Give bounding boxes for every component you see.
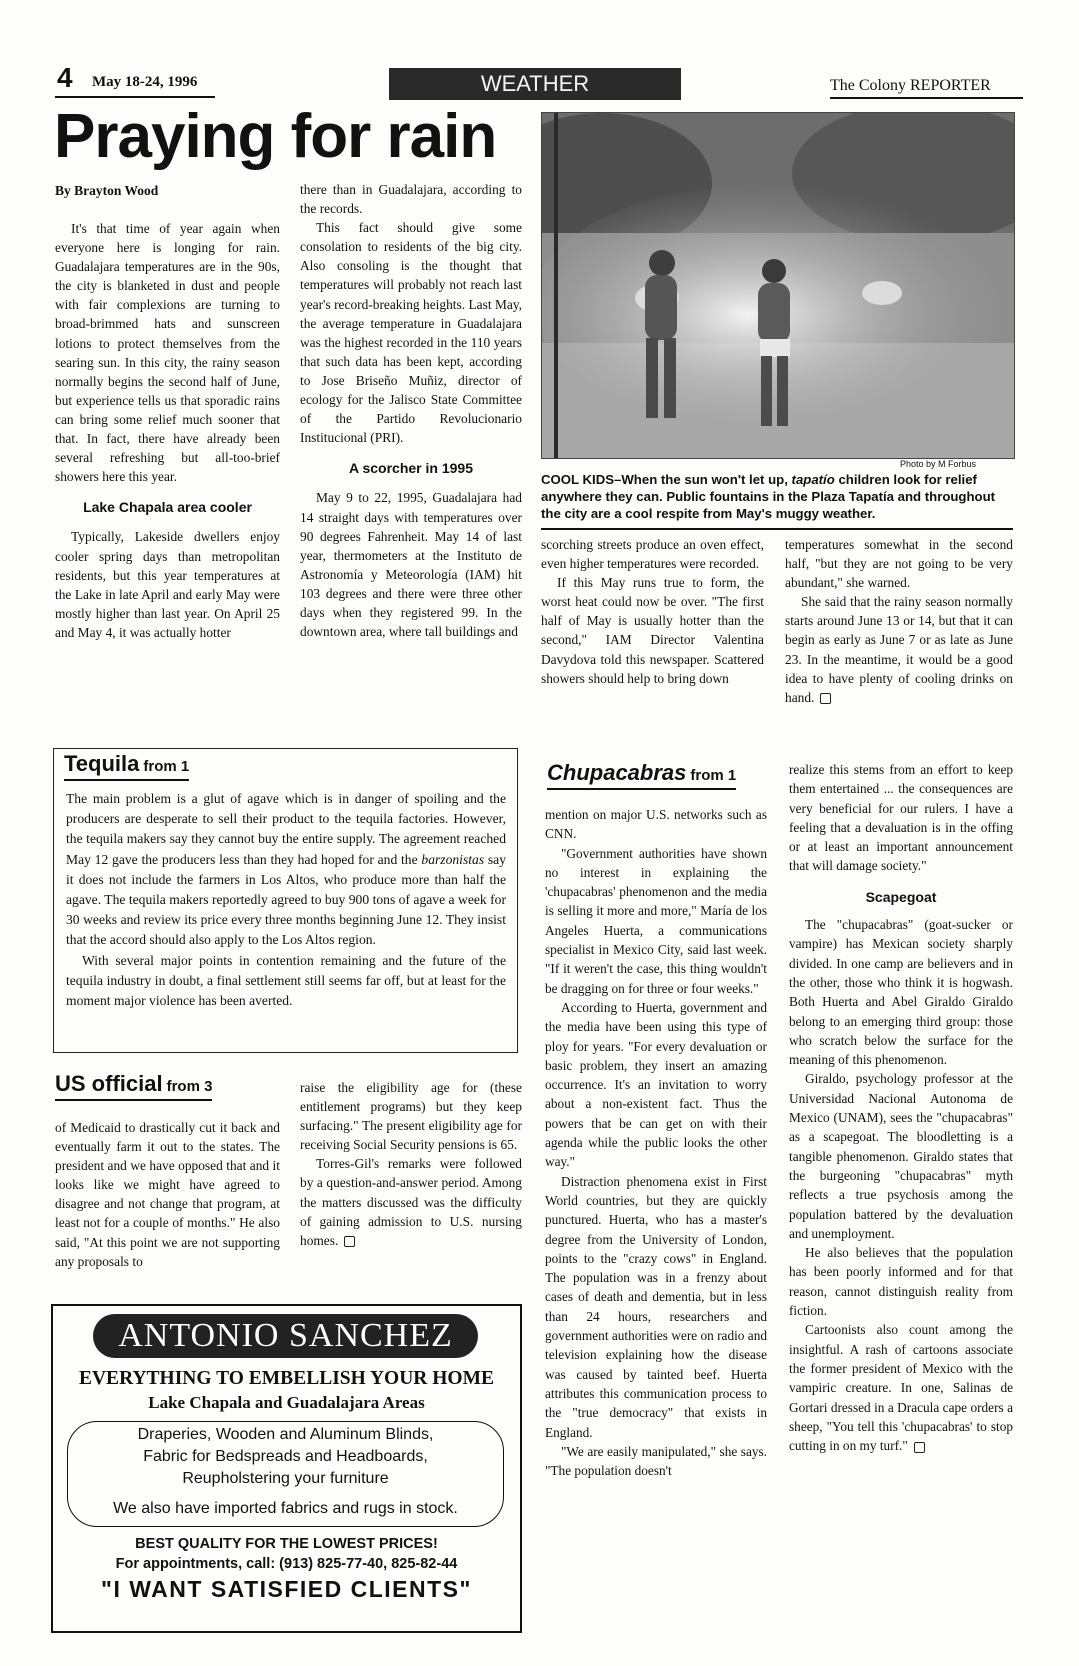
us-official-column-1	[55, 1118, 280, 1271]
photo-caption	[541, 471, 1013, 522]
chupacabras-paragraph: He also believes that the population has been poorly informed and for that reason, cannot distinguish reality from fiction.	[789, 1245, 1013, 1319]
chupacabras-jump-from: from 1	[690, 767, 737, 784]
us-official-jump-title: US official	[55, 1071, 163, 1096]
lead-paragraph: temperatures somewhat in the second half, "but they are not going to be very abundant," she warned.	[785, 537, 1013, 591]
ad-areas: Lake Chapala and Guadalajara Areas	[148, 1393, 425, 1412]
caption-rule	[541, 528, 1013, 530]
lead-column-2	[300, 180, 522, 641]
chupacabras-paragraph: "We are easily manipulated," she says. "The population doesn't	[545, 1443, 767, 1479]
masthead-rule-left	[55, 96, 215, 98]
us-official-paragraph: of Medicaid to drastically cut it back and eventually farm it out to the states. The president and we have opposed that and it looks like we might have agreed to disagree and not change that program, at least not for a couple of months." He also said, "At this point we are not supporting any proposals to	[55, 1120, 280, 1269]
lead-column-3	[541, 535, 764, 688]
paper-name: The Colony REPORTER	[830, 77, 991, 94]
caption-italic: tapatío	[791, 472, 835, 487]
chupacabras-paragraph: According to Huerta, government and the media have been using this type of ploy for years. "For every devaluation or basic problem, they insert an amazing occurrence. It's an invitation to worry about a non-existent fact. Thus the powers that be can get on with their agenda while the public looks the other way."	[545, 999, 767, 1170]
tequila-jump-box	[53, 748, 518, 1053]
antonio-sanchez-ad	[51, 1304, 522, 1633]
ad-promise: BEST QUALITY FOR THE LOWEST PRICES!	[135, 1536, 438, 1552]
chupacabras-paragraph: mention on major U.S. networks such as CNN.	[545, 807, 767, 842]
chupacabras-paragraph: realize this stems from an effort to keep them entertained ... the consequences are very beneficial for our rulers. I have a feeling that a devaluation is in the offing or at least an important announcement that will damage society."	[789, 762, 1013, 874]
chupacabras-paragraph: "Government authorities have shown no interest in explaining the 'chupacabras' phenomenon and the media is selling it more and more," María de los Angeles Huerta, a communications specialist in Mexico City, said last week. "If it weren't the case, this thing wouldn't be dragging on for three or four weeks."	[545, 845, 767, 996]
ad-name: ANTONIO SANCHEZ	[118, 1317, 453, 1354]
end-mark-icon	[820, 693, 831, 704]
lead-paragraph: scorching streets produce an oven effect, even higher temperatures were recorded.	[541, 537, 764, 572]
page-title: Praying for rain	[54, 102, 497, 171]
tequila-jump-from: from 1	[143, 758, 190, 775]
caption-lead: COOL KIDS–When the sun won't let up,	[541, 472, 788, 487]
chupacabras-jump-header	[547, 760, 736, 790]
tequila-paragraph	[66, 789, 506, 951]
tequila-paragraph: With several major points in contention remaining and the future of the tequila industry in doubt, a final settlement still seems far off, but at least for the moment major violence has been averted.	[66, 952, 506, 1009]
us-official-column-2	[300, 1078, 522, 1250]
subhead-lake-chapala: Lake Chapala area cooler	[83, 499, 252, 516]
tequila-text: say it does not include the farmers in Los Altos, who produce more than half the agave. The tequila makers reportedly agreed to buy 900 tons of agave a week for 30 weeks and review its price every three months beginning June 12. They insist that the accord should also apply to the Los Altos region.	[66, 851, 506, 948]
byline: By Brayton Wood	[55, 183, 159, 198]
chupacabras-jump-title: Chupacabras	[547, 760, 687, 785]
us-official-text: Torres-Gil's remarks were followed by a question-and-answer period. Among the matters discussed was the difficulty of gaining admission to U.S. nursing homes.	[300, 1156, 522, 1248]
chupacabras-paragraph	[789, 1320, 1013, 1455]
section-banner	[389, 68, 681, 100]
end-mark-icon	[344, 1236, 355, 1247]
masthead-rule-right	[830, 97, 1023, 99]
us-official-jump-header	[55, 1071, 212, 1101]
ad-slogan: "I WANT SATISFIED CLIENTS"	[101, 1576, 472, 1602]
lead-paragraph: It's that time of year again when everyone here is longing for rain. Guadalajara temperatures are in the 90s, the city is blanketed in dust and people with fair complexions are turning to broad-brimmed hats and sunscreen lotions to protect themselves from the searing sun. In this city, the rainy season normally begins the second half of June, but experience tells us that sporadic rains can bring some relief much sooner that that. In fact, there have already been several refreshing but all-too-brief showers here this year.	[55, 221, 280, 485]
fountain-photo	[541, 112, 1015, 459]
photo-credit: Photo by M Forbus	[900, 459, 977, 469]
tequila-text: The main problem is a glut of agave which is in danger of spoiling and the producers are desperate to sell their product to the tequila factories. However, the tequila makers say they cannot buy the entire supply. The agreement reached May 12 gave the producers less than they had hoped for and the	[66, 791, 506, 867]
lead-paragraph: Typically, Lakeside dwellers enjoy cooler spring days than metropolitan residents, but this year temperatures at the Lake in late April and early May were mostly higher than last year. On April 25 and May 4, it was actually hotter	[55, 529, 280, 640]
photo-image	[542, 113, 1014, 458]
tequila-jump-header	[64, 751, 189, 781]
lead-paragraph: there than in Guadalajara, according to the records.	[300, 182, 522, 217]
us-official-paragraph	[300, 1154, 522, 1249]
ad-tagline: EVERYTHING TO EMBELLISH YOUR HOME	[78, 1368, 495, 1389]
tequila-italic: barzonistas	[421, 851, 485, 867]
us-official-jump-from: from 3	[166, 1078, 213, 1095]
chupacabras-column-2	[789, 760, 1013, 1455]
us-official-paragraph: raise the eligibility age for (these entitlement programs) but they keep surfacing." The present eligibility age for receiving Social Security pensions is 65.	[300, 1080, 522, 1153]
chupacabras-text: Cartoonists also count among the insightful. A rash of cartoons associate the former president of Mexico with the vampiric creature. In one, Salinas de Gortari dressed in a Dracula cape orders a sheep, "You tell this 'chupacabras' to stop cutting in on my turf."	[789, 1322, 1013, 1454]
ad-services-panel	[67, 1421, 504, 1527]
subhead-scapegoat: Scapegoat	[865, 888, 937, 905]
section-label: WEATHER	[480, 71, 590, 96]
ad-phone: For appointments, call: (913) 825-77-40, 825-82-44	[115, 1556, 458, 1572]
page-number: 4	[57, 62, 73, 93]
chupacabras-paragraph: Giraldo, psychology professor at the Universidad Nacional Autonoma de Mexico (UNAM), sees the "chupacabras" as a scapegoat. The bloodletting is a tangible phenomenon. Giraldo states that the burgeoning "chupacabras" myth reflects a true psychosis among the population battered by the devaluation and unemployment.	[789, 1071, 1013, 1241]
caption-rest: children look for relief anywhere they can. Public fountains in the Plaza Tapatía and throughout the city are a cool respite from May's muggy weather.	[541, 472, 996, 521]
tequila-body	[66, 789, 506, 1011]
tequila-jump-title: Tequila	[64, 751, 140, 776]
ad-service-line: Reupholstering your furniture	[182, 1470, 389, 1487]
lead-paragraph	[785, 592, 1013, 707]
ad-service-line: Fabric for Bedspreads and Headboards,	[143, 1448, 428, 1465]
ad-name-banner	[93, 1314, 478, 1358]
lead-column-1	[55, 219, 280, 642]
subhead-scorcher: A scorcher in 1995	[349, 460, 473, 477]
lead-paragraph-text: She said that the rainy season normally starts around June 13 or 14, but that it can begin as early as June 7 or as late as June 23. In the meantime, it would be a good idea to have plenty of cooling drinks on hand.	[785, 594, 1013, 705]
chupacabras-column-1	[545, 805, 767, 1480]
ad-service-line: Draperies, Wooden and Aluminum Blinds,	[137, 1426, 434, 1443]
chupacabras-paragraph: Distraction phenomena exist in First World countries, but they are quickly punctured. Huerta, who has a master's degree from the University of London, points to the "crazy cows" in England. The population was in a frenzy about cases of death and dementia, but in less than 24 hours, researchers and government authorities were on radio and television explaining how the disease was caused by tainted beef. Huerta attributes this communication process to the "true democracy" that exists in England.	[545, 1173, 767, 1440]
issue-date: May 18-24, 1996	[92, 74, 198, 90]
lead-paragraph: If this May runs true to form, the worst heat could now be over. "The first half of May is usually hotter than the second," IAM Director Valentina Davydova told this newspaper. Scattered showers should help to bring down	[541, 575, 764, 686]
ad-service-line: We also have imported fabrics and rugs in stock.	[113, 1500, 458, 1517]
chupacabras-paragraph: The "chupacabras" (goat-sucker or vampire) has Mexican society sharply divided. In one camp are believers and in the other, those who think it is hogwash. Both Huerta and Abel Giraldo Giraldo belong to an emerging third group: those who scratch below the surface for the meaning of this phenomenon.	[789, 917, 1013, 1068]
lead-column-4	[785, 535, 1013, 707]
lead-paragraph: May 9 to 22, 1995, Guadalajara had 14 straight days with temperatures over 90 degrees Fahrenheit. May 14 of last year, thermometers at the Instituto de Astronomía y Meteorología (IAM) hit 103 degrees and there were three other days when they registered 99. In the downtown area, where tall buildings and	[300, 490, 522, 640]
end-mark-icon	[914, 1442, 925, 1453]
lead-paragraph: This fact should give some consolation to residents of the big city. Also consoling is the thought that temperatures will probably not reach last year's record-breaking heights. Last May, the average temperature in Guadalajara was the highest recorded in the 110 years that such data has been kept, according to Jose Briseño Muñiz, director of ecology for the Jalisco State Committee of the Partido Revolucionario Institucional (PRI).	[300, 220, 522, 446]
